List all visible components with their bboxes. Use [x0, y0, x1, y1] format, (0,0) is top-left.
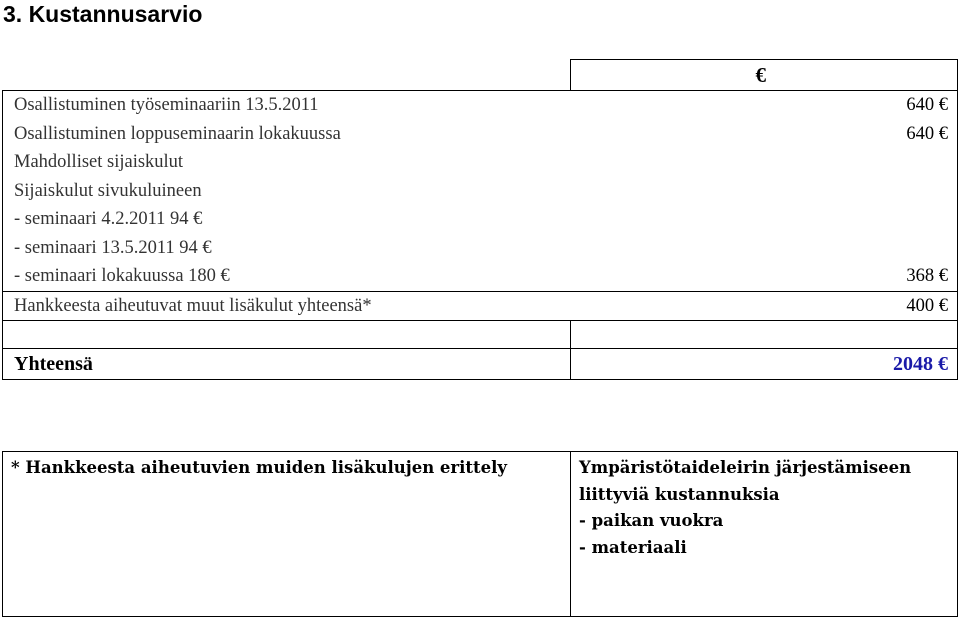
budget-header-row	[3, 60, 958, 91]
details-right-line: liittyviä kustannuksia	[579, 484, 780, 504]
currency-header: €	[571, 60, 958, 91]
budget-row-label: Osallistuminen työseminaariin 13.5.2011	[14, 95, 319, 115]
budget-total-row	[3, 349, 958, 380]
budget-row-line: - seminaari 13.5.2011 94 €	[14, 237, 212, 258]
details-right-line: - materiaali	[579, 537, 687, 557]
details-left-title: * Hankkeesta aiheutuvien muiden lisäkulujen erittely	[11, 458, 507, 477]
header-spacer-cell	[3, 60, 571, 91]
budget-row-label: Hankkeesta aiheutuvat muut lisäkulut yhteensä*	[14, 295, 372, 316]
budget-row-1	[3, 91, 957, 120]
budget-row-4	[3, 292, 957, 321]
total-value: 2048 €	[571, 349, 958, 380]
details-right-line: Ympäristötaideleirin järjestämiseen	[579, 458, 912, 477]
budget-row	[3, 91, 958, 292]
details-left-cell	[3, 452, 571, 617]
empty-cell	[3, 321, 571, 349]
details-right-line: - paikan vuokra	[579, 511, 724, 530]
details-right-cell	[571, 452, 958, 617]
budget-empty-row	[3, 321, 958, 349]
budget-row-amount: 368 €	[906, 266, 948, 286]
budget-row-label: Osallistuminen loppuseminaarin lokakuussa	[14, 123, 341, 144]
budget-row-label: - seminaari lokakuussa 180 €	[14, 266, 230, 286]
section-heading: 3. Kustannusarvio	[3, 1, 203, 27]
budget-row-amount: 640 €	[906, 95, 948, 115]
budget-row-line: Sijaiskulut sivukuluineen	[14, 180, 202, 201]
budget-row-line: - seminaari 4.2.2011 94 €	[14, 209, 203, 229]
budget-row-line	[14, 262, 948, 291]
budget-row-4-cell	[3, 291, 958, 321]
budget-row-2	[3, 120, 957, 149]
budget-table	[2, 59, 958, 380]
budget-rows-block	[3, 91, 958, 292]
total-label: Yhteensä	[3, 349, 571, 380]
details-table	[2, 451, 958, 617]
budget-row-line: Mahdolliset sijaiskulut	[14, 152, 184, 172]
empty-cell	[571, 321, 958, 349]
budget-row-3	[3, 148, 957, 291]
budget-row-amount: 400 €	[906, 295, 948, 316]
budget-row-amount: 640 €	[906, 123, 948, 144]
budget-row	[3, 291, 958, 321]
details-row	[3, 452, 958, 617]
